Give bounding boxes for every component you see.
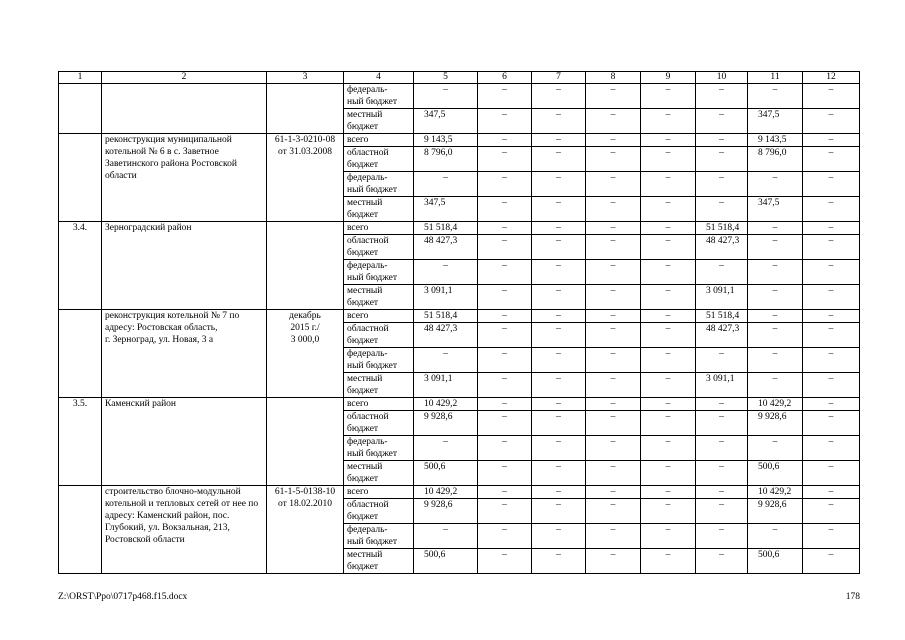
amount-cell: –: [414, 260, 478, 285]
amount-cell: –: [586, 549, 641, 574]
amount-cell: –: [803, 486, 860, 499]
amount-cell: –: [478, 285, 532, 310]
amount-cell: –: [641, 197, 696, 222]
amount-cell: –: [641, 499, 696, 524]
table-row: [59, 486, 860, 499]
header-cell: 8: [586, 72, 641, 84]
amount-cell: 9 143,5: [748, 134, 803, 147]
amount-cell: –: [803, 436, 860, 461]
amount-cell: –: [478, 197, 532, 222]
amount-cell: 9 928,6: [748, 411, 803, 436]
amount-cell: –: [748, 84, 803, 109]
funding-type-cell: областной бюджет: [344, 323, 414, 348]
amount-cell: –: [748, 310, 803, 323]
funding-type-cell: местный бюджет: [344, 373, 414, 398]
document-cell: 61-1-3-0210-08 от 31.03.2008: [267, 134, 344, 222]
amount-cell: –: [586, 373, 641, 398]
amount-cell: –: [748, 172, 803, 197]
amount-cell: 9 928,6: [748, 499, 803, 524]
row-number-cell: [59, 310, 102, 398]
amount-cell: –: [478, 499, 532, 524]
amount-cell: –: [586, 310, 641, 323]
object-name-cell: [102, 84, 267, 134]
header-cell: 5: [414, 72, 478, 84]
amount-cell: 8 796,0: [748, 147, 803, 172]
header-cell: 12: [803, 72, 860, 84]
object-name-cell: реконструкция котельной № 7 по адресу: Ростовская область, г. Зерноград, ул. Новая, 3 а: [102, 310, 267, 398]
row-number-cell: [59, 84, 102, 134]
amount-cell: –: [641, 310, 696, 323]
header-cell: 9: [641, 72, 696, 84]
funding-type-cell: всего: [344, 398, 414, 411]
header-cell: 2: [102, 72, 267, 84]
funding-type-cell: федераль- ный бюджет: [344, 172, 414, 197]
amount-cell: –: [748, 222, 803, 235]
amount-cell: –: [803, 235, 860, 260]
amount-cell: –: [586, 486, 641, 499]
table-row: [59, 134, 860, 147]
amount-cell: –: [641, 373, 696, 398]
funding-type-cell: всего: [344, 486, 414, 499]
amount-cell: –: [532, 222, 586, 235]
amount-cell: –: [803, 109, 860, 134]
amount-cell: 500,6: [414, 461, 478, 486]
amount-cell: 10 429,2: [414, 398, 478, 411]
amount-cell: 347,5: [414, 109, 478, 134]
page-number: 178: [845, 592, 860, 602]
amount-cell: 500,6: [414, 549, 478, 574]
amount-cell: –: [586, 222, 641, 235]
amount-cell: –: [803, 134, 860, 147]
amount-cell: –: [696, 499, 748, 524]
amount-cell: –: [586, 499, 641, 524]
amount-cell: –: [532, 197, 586, 222]
amount-cell: –: [586, 235, 641, 260]
amount-cell: –: [586, 84, 641, 109]
table-body: [59, 72, 860, 574]
funding-type-cell: местный бюджет: [344, 461, 414, 486]
amount-cell: –: [586, 197, 641, 222]
amount-cell: 8 796,0: [414, 147, 478, 172]
amount-cell: –: [696, 260, 748, 285]
amount-cell: –: [803, 549, 860, 574]
object-name-cell: строительство блочно-модульной котельной и тепловых сетей от нее по адресу: Каменский район, пос. Глубокий, ул. Вокзальная, 213, Ростовской области: [102, 486, 267, 574]
document-cell: 61-1-5-0138-10 от 18.02.2010: [267, 486, 344, 574]
amount-cell: –: [803, 84, 860, 109]
amount-cell: 3 091,1: [696, 373, 748, 398]
amount-cell: –: [478, 486, 532, 499]
row-number-cell: [59, 134, 102, 222]
amount-cell: –: [414, 524, 478, 549]
amount-cell: –: [532, 411, 586, 436]
amount-cell: –: [748, 235, 803, 260]
amount-cell: –: [748, 285, 803, 310]
amount-cell: –: [586, 398, 641, 411]
amount-cell: –: [803, 411, 860, 436]
amount-cell: –: [803, 172, 860, 197]
row-number-cell: 3.5.: [59, 398, 102, 486]
header-cell: 3: [267, 72, 344, 84]
funding-type-cell: федераль- ный бюджет: [344, 524, 414, 549]
amount-cell: –: [748, 348, 803, 373]
amount-cell: 51 518,4: [696, 222, 748, 235]
amount-cell: –: [586, 172, 641, 197]
amount-cell: 9 928,6: [414, 499, 478, 524]
amount-cell: –: [696, 197, 748, 222]
amount-cell: –: [803, 499, 860, 524]
amount-cell: –: [532, 109, 586, 134]
amount-cell: 51 518,4: [414, 310, 478, 323]
amount-cell: –: [696, 524, 748, 549]
amount-cell: –: [532, 235, 586, 260]
amount-cell: –: [478, 398, 532, 411]
amount-cell: –: [803, 524, 860, 549]
amount-cell: –: [641, 461, 696, 486]
funding-type-cell: всего: [344, 134, 414, 147]
amount-cell: –: [748, 436, 803, 461]
row-number-cell: 3.4.: [59, 222, 102, 310]
amount-cell: –: [478, 373, 532, 398]
amount-cell: –: [586, 260, 641, 285]
amount-cell: –: [478, 461, 532, 486]
funding-type-cell: федераль- ный бюджет: [344, 348, 414, 373]
funding-type-cell: всего: [344, 222, 414, 235]
amount-cell: –: [414, 348, 478, 373]
amount-cell: –: [532, 134, 586, 147]
amount-cell: 3 091,1: [696, 285, 748, 310]
document-cell: [267, 398, 344, 486]
amount-cell: –: [696, 549, 748, 574]
amount-cell: –: [696, 411, 748, 436]
amount-cell: –: [586, 436, 641, 461]
amount-cell: –: [803, 197, 860, 222]
amount-cell: –: [803, 373, 860, 398]
amount-cell: –: [696, 398, 748, 411]
amount-cell: –: [696, 84, 748, 109]
amount-cell: –: [748, 524, 803, 549]
amount-cell: –: [532, 436, 586, 461]
amount-cell: –: [803, 222, 860, 235]
amount-cell: –: [532, 524, 586, 549]
amount-cell: –: [696, 109, 748, 134]
amount-cell: –: [696, 348, 748, 373]
amount-cell: –: [532, 285, 586, 310]
amount-cell: –: [532, 486, 586, 499]
funding-type-cell: местный бюджет: [344, 109, 414, 134]
amount-cell: –: [803, 310, 860, 323]
funding-type-cell: областной бюджет: [344, 499, 414, 524]
amount-cell: –: [803, 323, 860, 348]
amount-cell: –: [414, 436, 478, 461]
amount-cell: 500,6: [748, 461, 803, 486]
amount-cell: –: [641, 411, 696, 436]
amount-cell: –: [641, 524, 696, 549]
amount-cell: 500,6: [748, 549, 803, 574]
amount-cell: –: [532, 310, 586, 323]
amount-cell: –: [586, 285, 641, 310]
amount-cell: 9 928,6: [414, 411, 478, 436]
amount-cell: –: [586, 348, 641, 373]
amount-cell: –: [532, 549, 586, 574]
header-cell: 1: [59, 72, 102, 84]
object-name-cell: Зерноградский район: [102, 222, 267, 310]
header-row: [59, 72, 860, 84]
amount-cell: –: [803, 398, 860, 411]
amount-cell: –: [532, 499, 586, 524]
funding-type-cell: федераль- ный бюджет: [344, 84, 414, 109]
amount-cell: –: [803, 260, 860, 285]
amount-cell: –: [641, 172, 696, 197]
amount-cell: –: [641, 348, 696, 373]
amount-cell: –: [478, 147, 532, 172]
amount-cell: –: [532, 147, 586, 172]
amount-cell: –: [586, 109, 641, 134]
amount-cell: –: [478, 134, 532, 147]
amount-cell: –: [641, 222, 696, 235]
amount-cell: –: [478, 84, 532, 109]
object-name-cell: реконструкция муниципальной котельной № 6 в с. Заветное Заветинского района Ростовской области: [102, 134, 267, 222]
document-cell: [267, 84, 344, 134]
amount-cell: –: [641, 285, 696, 310]
amount-cell: –: [696, 172, 748, 197]
amount-cell: 10 429,2: [748, 486, 803, 499]
amount-cell: –: [478, 222, 532, 235]
amount-cell: –: [532, 398, 586, 411]
amount-cell: –: [532, 260, 586, 285]
amount-cell: 9 143,5: [414, 134, 478, 147]
funding-type-cell: местный бюджет: [344, 549, 414, 574]
funding-type-cell: федераль- ный бюджет: [344, 260, 414, 285]
amount-cell: 48 427,3: [414, 323, 478, 348]
amount-cell: –: [586, 147, 641, 172]
amount-cell: 48 427,3: [696, 235, 748, 260]
amount-cell: –: [641, 134, 696, 147]
amount-cell: –: [532, 84, 586, 109]
amount-cell: –: [478, 323, 532, 348]
amount-cell: –: [641, 109, 696, 134]
budget-table: [58, 71, 860, 574]
funding-type-cell: областной бюджет: [344, 235, 414, 260]
amount-cell: –: [532, 172, 586, 197]
header-cell: 7: [532, 72, 586, 84]
amount-cell: –: [478, 348, 532, 373]
amount-cell: 347,5: [748, 109, 803, 134]
amount-cell: –: [696, 147, 748, 172]
header-cell: 4: [344, 72, 414, 84]
amount-cell: –: [696, 134, 748, 147]
amount-cell: 48 427,3: [414, 235, 478, 260]
amount-cell: –: [478, 235, 532, 260]
amount-cell: –: [641, 323, 696, 348]
amount-cell: –: [803, 461, 860, 486]
amount-cell: –: [478, 524, 532, 549]
amount-cell: –: [803, 147, 860, 172]
amount-cell: –: [641, 398, 696, 411]
amount-cell: –: [641, 436, 696, 461]
amount-cell: –: [478, 172, 532, 197]
amount-cell: –: [641, 260, 696, 285]
header-cell: 11: [748, 72, 803, 84]
amount-cell: –: [586, 461, 641, 486]
amount-cell: –: [586, 524, 641, 549]
funding-type-cell: всего: [344, 310, 414, 323]
amount-cell: –: [532, 348, 586, 373]
footer-file-path: Z:\ORST\Ppo\0717p468.f15.docx: [58, 592, 188, 602]
amount-cell: –: [748, 373, 803, 398]
funding-type-cell: областной бюджет: [344, 411, 414, 436]
amount-cell: –: [414, 172, 478, 197]
funding-type-cell: областной бюджет: [344, 147, 414, 172]
table-row: [59, 398, 860, 411]
amount-cell: 10 429,2: [748, 398, 803, 411]
amount-cell: –: [641, 84, 696, 109]
header-cell: 10: [696, 72, 748, 84]
row-number-cell: [59, 486, 102, 574]
amount-cell: –: [803, 348, 860, 373]
amount-cell: –: [586, 134, 641, 147]
amount-cell: 51 518,4: [696, 310, 748, 323]
amount-cell: –: [532, 461, 586, 486]
amount-cell: –: [641, 549, 696, 574]
amount-cell: –: [803, 285, 860, 310]
amount-cell: 3 091,1: [414, 373, 478, 398]
amount-cell: –: [478, 109, 532, 134]
amount-cell: –: [532, 373, 586, 398]
amount-cell: 48 427,3: [696, 323, 748, 348]
document-cell: декабрь 2015 г./ 3 000,0: [267, 310, 344, 398]
amount-cell: –: [641, 147, 696, 172]
amount-cell: –: [478, 260, 532, 285]
amount-cell: –: [696, 486, 748, 499]
object-name-cell: Каменский район: [102, 398, 267, 486]
amount-cell: –: [532, 323, 586, 348]
amount-cell: 347,5: [414, 197, 478, 222]
amount-cell: 347,5: [748, 197, 803, 222]
amount-cell: 3 091,1: [414, 285, 478, 310]
amount-cell: –: [478, 411, 532, 436]
table-row: [59, 84, 860, 109]
amount-cell: –: [696, 461, 748, 486]
amount-cell: –: [414, 84, 478, 109]
amount-cell: –: [641, 235, 696, 260]
amount-cell: –: [748, 323, 803, 348]
header-cell: 6: [478, 72, 532, 84]
funding-type-cell: местный бюджет: [344, 197, 414, 222]
amount-cell: –: [586, 323, 641, 348]
amount-cell: 51 518,4: [414, 222, 478, 235]
amount-cell: –: [748, 260, 803, 285]
amount-cell: –: [478, 549, 532, 574]
funding-type-cell: федераль- ный бюджет: [344, 436, 414, 461]
amount-cell: –: [586, 411, 641, 436]
table-row: [59, 222, 860, 235]
document-cell: [267, 222, 344, 310]
amount-cell: 10 429,2: [414, 486, 478, 499]
amount-cell: –: [478, 310, 532, 323]
table-row: [59, 310, 860, 323]
amount-cell: –: [696, 436, 748, 461]
amount-cell: –: [478, 436, 532, 461]
funding-type-cell: местный бюджет: [344, 285, 414, 310]
amount-cell: –: [641, 486, 696, 499]
